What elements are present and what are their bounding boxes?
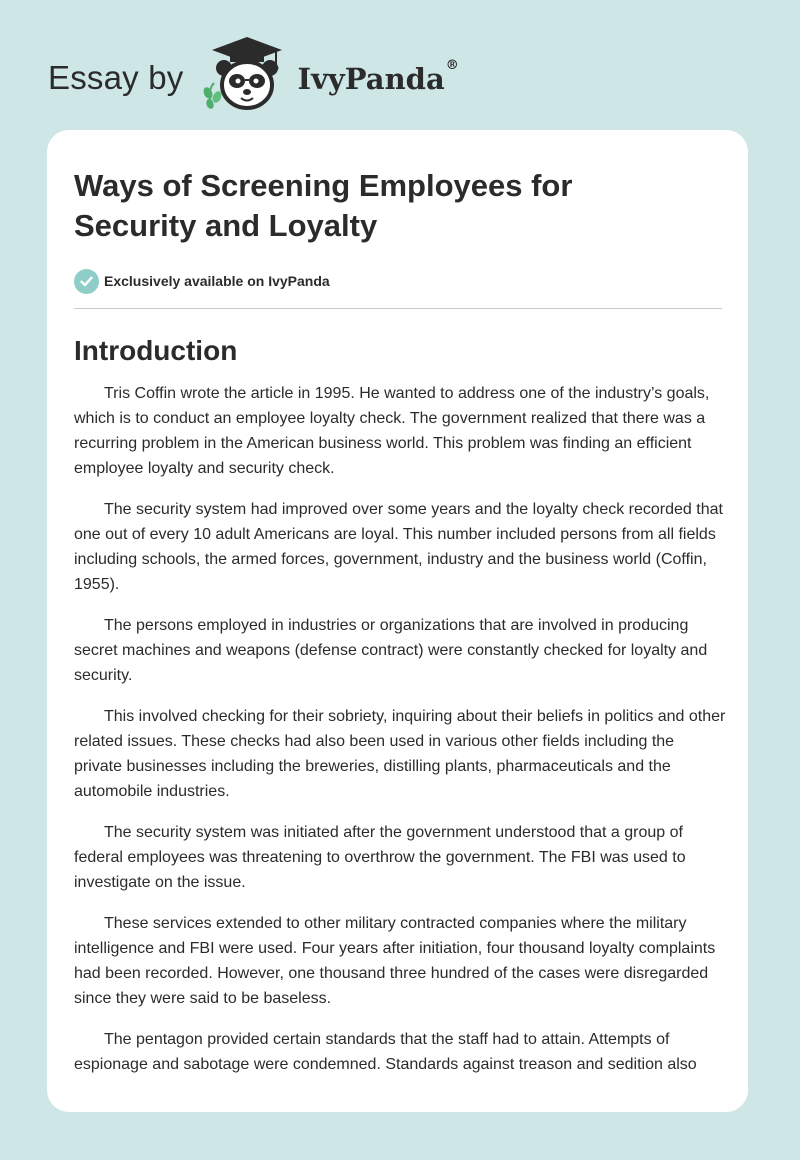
registered-mark: ® [445, 58, 459, 74]
exclusive-badge-label: Exclusively available on IvyPanda [104, 273, 330, 289]
title-divider [74, 308, 722, 309]
brand-name[interactable] [297, 58, 459, 96]
section-heading-introduction: Introduction [74, 335, 238, 366]
essay-by-label: Essay by [48, 59, 184, 96]
panda-graduate-icon[interactable] [198, 35, 296, 113]
article-title: Ways of Screening Employees for Security and Loyalty [74, 168, 573, 243]
paragraph-7: The pentagon provided certain standards that the staff had to attain. Attempts of espionage and sabotage were condemned. Standards against treason and sedition also [74, 1031, 697, 1073]
paragraph-3: The persons employed in industries or organizations that are involved in producing secret machines and weapons (defense contract) were constantly checked for loyalty and security. [74, 617, 708, 684]
paragraph-6: These services extended to other military contracted companies where the military intelligence and FBI were used. Four years after initiation, four thousand loyalty complaints had been recorded. However, one thousand three hundred of the cases were disregarded since they were said to be baseless. [74, 915, 716, 1007]
paragraph-1: Tris Coffin wrote the article in 1995. He wanted to address one of the industry’s goals, which is to conduct an employee loyalty check. The government realized that there was a recurring problem in the American business world. This problem was finding an efficient employee loyalty and security check. [74, 385, 710, 477]
paragraph-2: The security system had improved over some years and the loyalty check recorded that one out of every 10 adult Americans are loyal. This number included persons from all fields including schools, the armed forces, government, industry and the business world (Coffin, 1955). [74, 501, 723, 593]
exclusive-badge [74, 268, 722, 294]
site-header [48, 34, 459, 114]
article-card [47, 130, 748, 1112]
paragraph-5: The security system was initiated after the government understood that a group of federal employees was threatening to overthrow the government. The FBI was used to investigate on the issue. [74, 824, 686, 891]
brand-label: IvyPanda [297, 62, 445, 96]
paragraph-4: This involved checking for their sobriety, inquiring about their beliefs in politics and other related issues. These checks had also been used in various other fields including the private businesses including the breweries, distilling plants, pharmaceuticals and the automobile industries. [74, 708, 726, 800]
check-icon [74, 269, 99, 294]
